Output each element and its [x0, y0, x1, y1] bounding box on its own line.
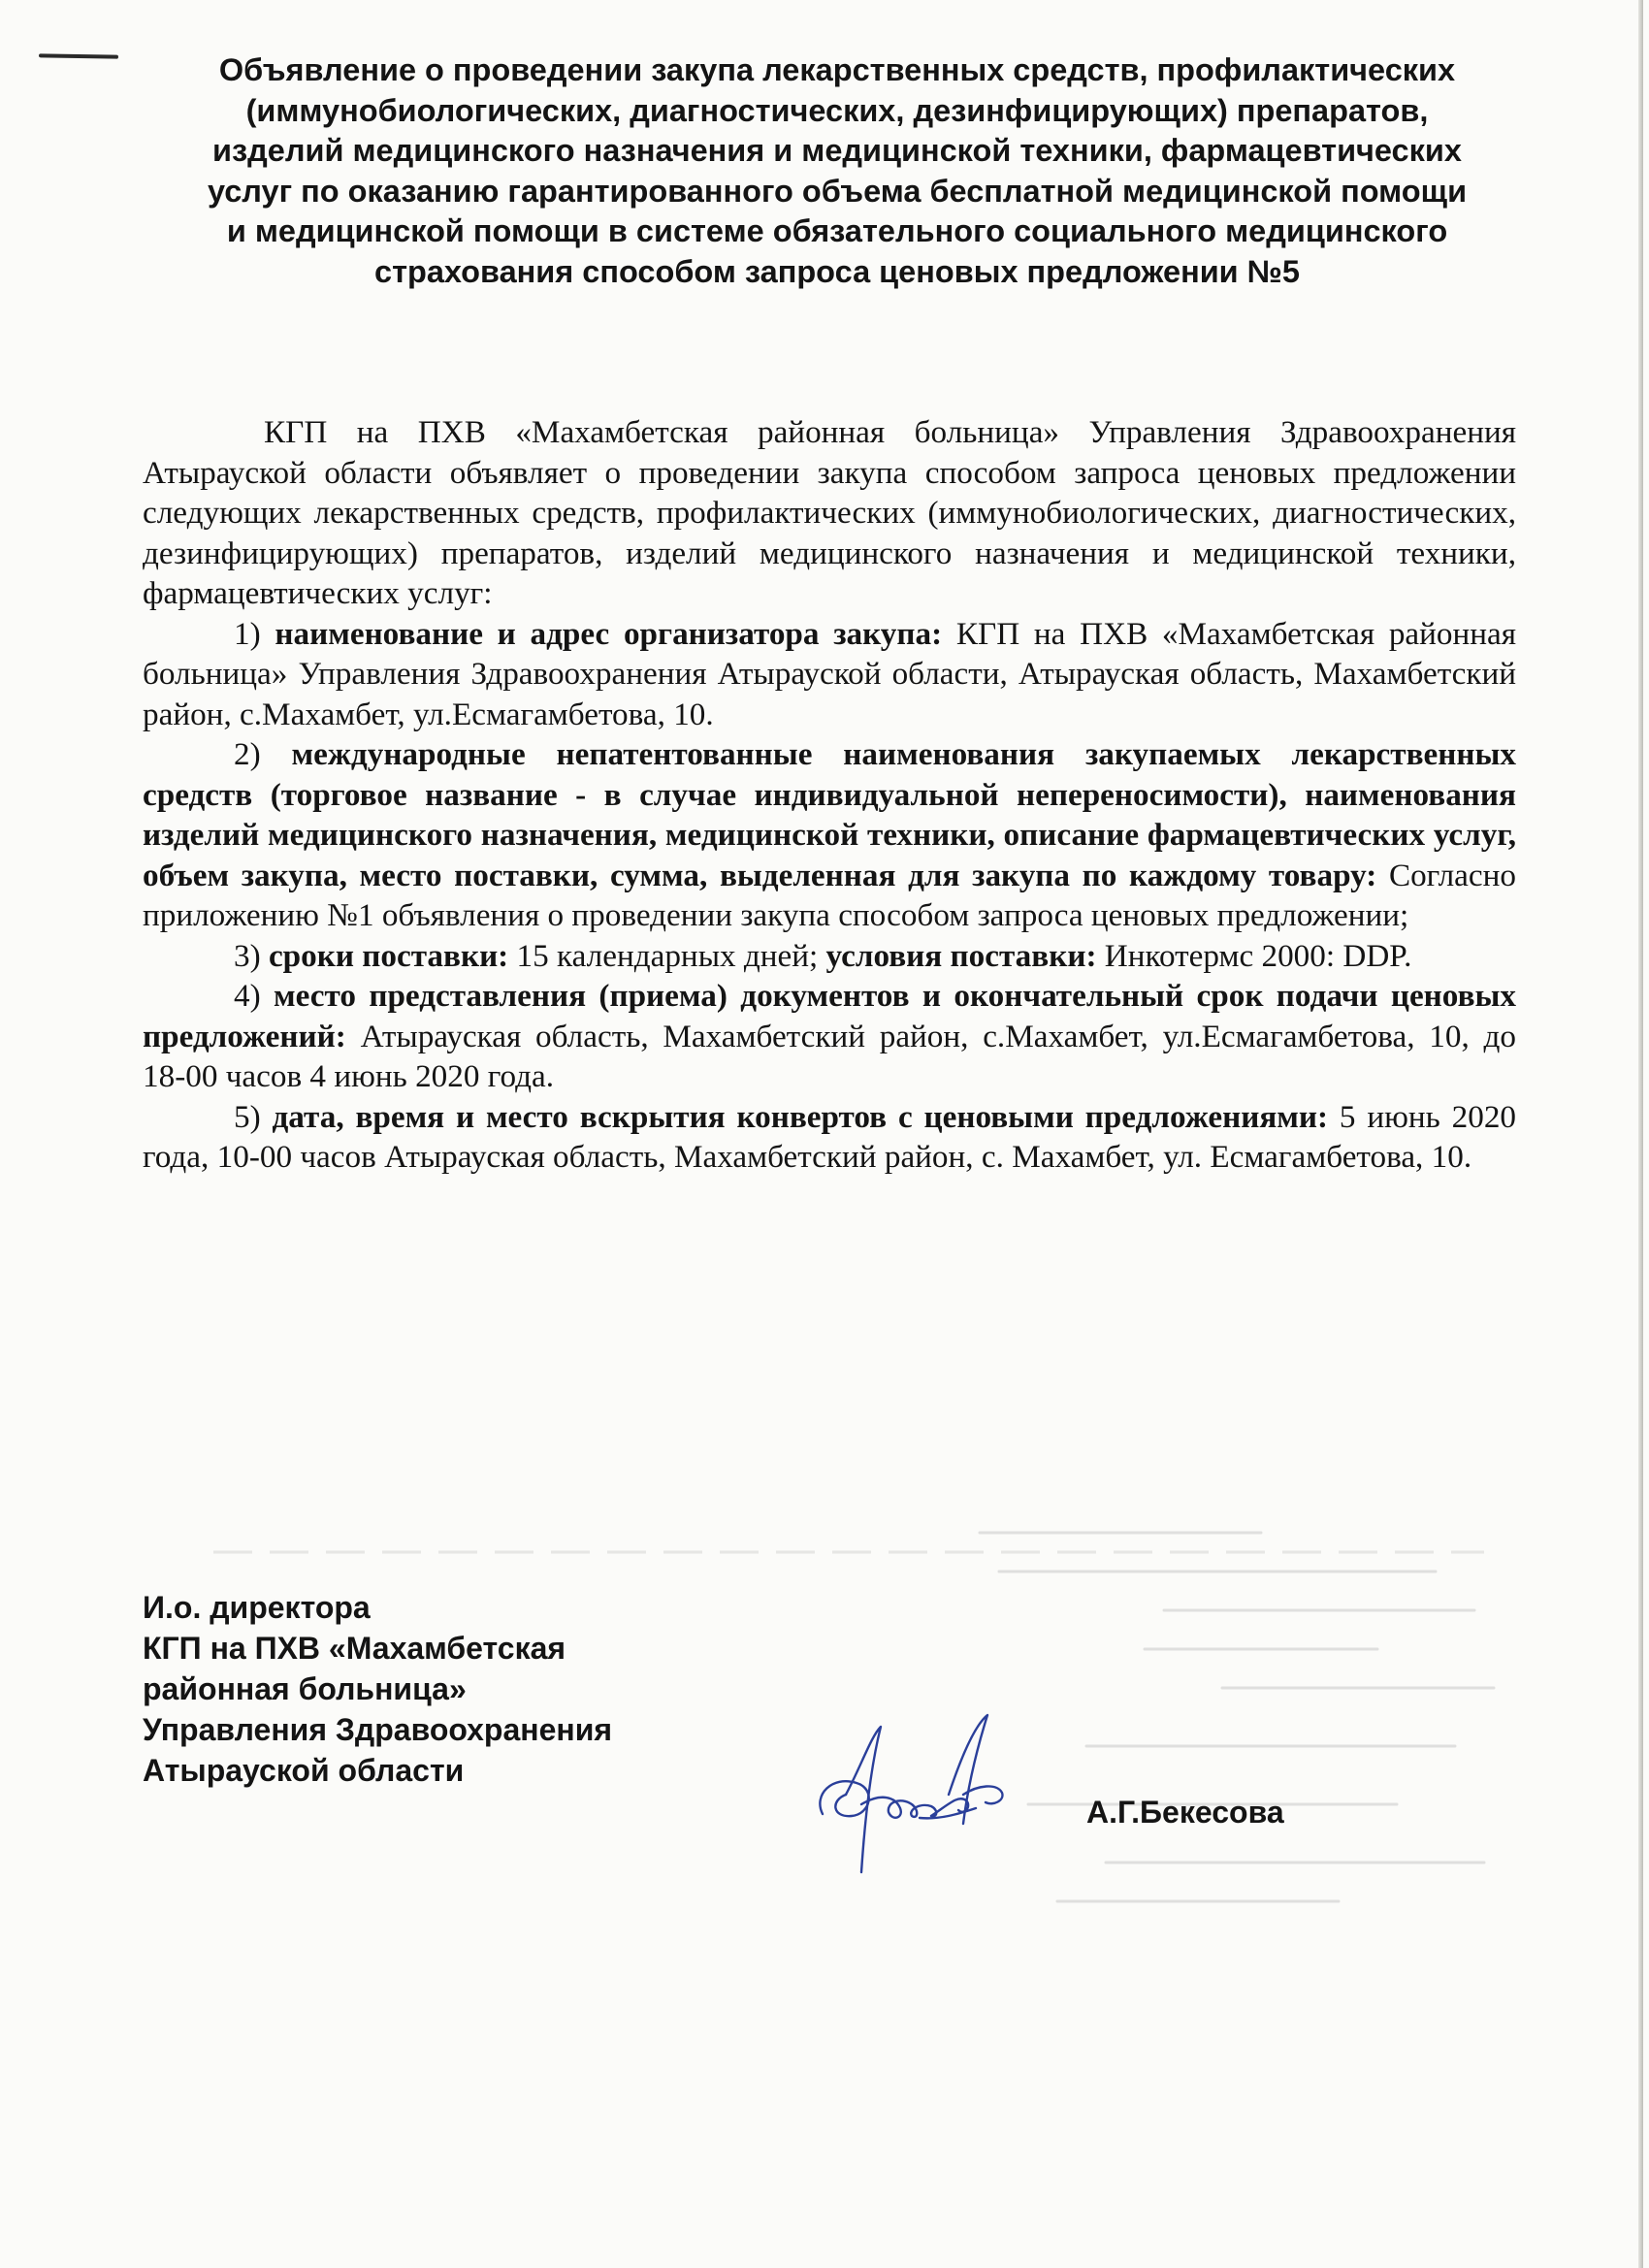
signature-block	[143, 1587, 612, 1791]
title-line: услуг по оказанию гарантированного объема бесплатной медицинской помощи	[207, 173, 1468, 209]
signer-name: А.Г.Бекесова	[1086, 1795, 1284, 1830]
item-label-secondary: условия поставки:	[825, 937, 1097, 974]
item-number: 3)	[234, 937, 261, 974]
bleed-through-text	[970, 1513, 1513, 1921]
item-label: место представления (приема) документов и окончательный срок подачи ценовых предложений:	[143, 978, 1516, 1054]
item-4	[143, 976, 1516, 1097]
item-5	[143, 1097, 1516, 1178]
signature-line: КГП на ПХВ «Махамбетская	[143, 1631, 566, 1666]
item-text-secondary: Инкотермс 2000: DDP.	[1104, 937, 1412, 974]
intro-paragraph: КГП на ПХВ «Махамбетская районная больница» Управления Здравоохранения Атырауской области объявляет о проведении закупа способом запроса ценовых предложении следующих лекарственных средств, профилактических (иммунобиологических, диагностических, дезинфицирующих) препаратов, изделий медицинского назначения и медицинской техники, фармацевтических услуг:	[143, 414, 1516, 611]
item-text: КГП на ПХВ «Махамбетская районная больница» Управления Здравоохранения Атырауской области, Атырауская область, Махамбетский район, с.Махамбет, ул.Есмагамбетова, 10.	[143, 615, 1517, 732]
title-line: (иммунобиологических, диагностических, дезинфицирующих) препаратов,	[245, 92, 1429, 128]
item-number: 1)	[234, 615, 261, 652]
item-label: сроки поставки:	[268, 937, 509, 974]
title-line: страхования способом запроса ценовых предложении №5	[374, 253, 1300, 289]
item-2	[143, 734, 1516, 936]
signature-line: районная больница»	[143, 1671, 467, 1706]
signature-line: И.о. директора	[143, 1590, 371, 1625]
title-line: и медицинской помощи в системе обязательного социального медицинского	[226, 213, 1448, 248]
signature-line: Управления Здравоохранения	[143, 1712, 613, 1747]
item-text: Согласно приложению №1 объявления о проведении закупа способом запроса ценовых предложении;	[143, 857, 1516, 933]
document-body	[143, 412, 1516, 1178]
item-label: международные непатентованные наименования закупаемых лекарственных средств (торговое название - в случае индивидуальной непереносимости), наименования изделий медицинского назначения, медицинской техники, описание фармацевтических услуг, объем закупа, место поставки, сумма, выделенная для закупа по каждому товару:	[143, 736, 1516, 893]
scan-mark	[39, 53, 118, 58]
item-label: наименование и адрес организатора закупа:	[275, 615, 943, 652]
handwritten-signature	[803, 1707, 1017, 1892]
bleed-through-line	[194, 1533, 1504, 1571]
item-number: 5)	[234, 1098, 261, 1135]
item-number: 4)	[234, 978, 261, 1014]
scan-edge	[1638, 0, 1643, 2268]
item-text: 15 календарных дней;	[516, 937, 819, 974]
item-label: дата, время и место вскрытия конвертов с ценовыми предложениями:	[272, 1098, 1329, 1135]
title-line: изделий медицинского назначения и медицинской техники, фармацевтических	[212, 133, 1462, 168]
document-title	[144, 50, 1531, 292]
item-1	[143, 614, 1516, 735]
item-text: 5 июнь 2020 года, 10-00 часов Атырауская область, Махамбетский район, с. Махамбет, ул. Есмагамбетова, 10.	[143, 1098, 1517, 1175]
signature-line: Атырауской области	[143, 1753, 465, 1788]
title-line: Объявление о проведении закупа лекарственных средств, профилактических	[218, 52, 1456, 87]
item-number: 2)	[234, 736, 261, 772]
item-3	[143, 936, 1516, 977]
item-text: Атырауская область, Махамбетский район, с.Махамбет, ул.Есмагамбетова, 10, до 18-00 часов 4 июнь 2020 года.	[143, 1018, 1516, 1094]
